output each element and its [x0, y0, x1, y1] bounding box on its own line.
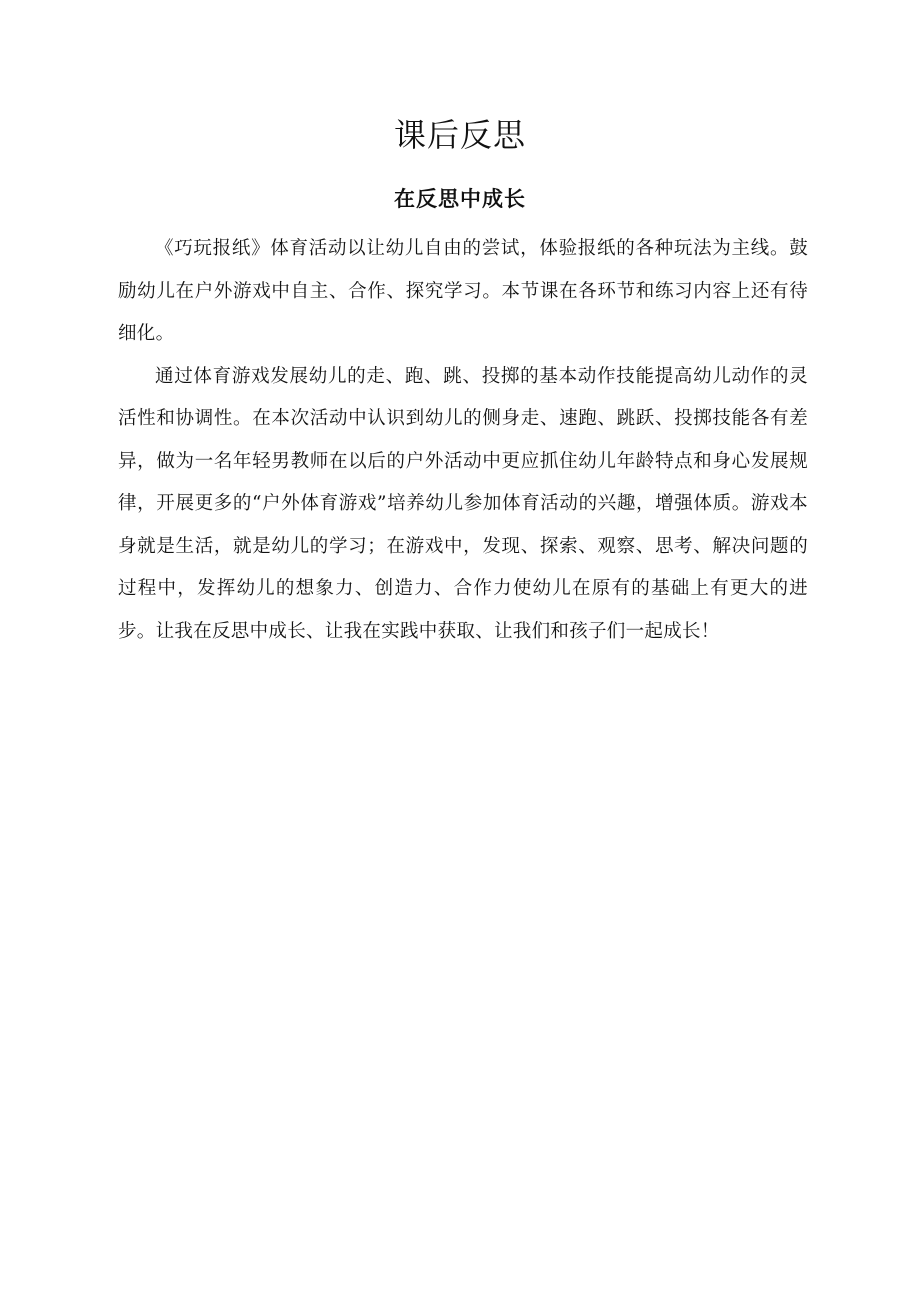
document-subtitle: 在反思中成长	[394, 187, 526, 211]
paragraph-2: 通过体育游戏发展幼儿的走、跑、跳、投掷的基本动作技能提高幼儿动作的灵活性和协调性。在本次活动中认识到幼儿的侧身走、速跑、跳跃、投掷技能各有差异，做为一名年轻男教师在以后的户外活动中更应抓住幼儿年龄特点和身心发展规律，开展更多的“户外体育游戏”培养幼儿参加体育活动的兴趣，增强体质。游戏本身就是生活，就是幼儿的学习；在游戏中，发现、探索、观察、思考、解决问题的过程中，发挥幼儿的想象力、创造力、合作力使幼儿在原有的基础上有更大的进步。让我在反思中成长、让我在实践中获取、让我们和孩子们一起成长！	[118, 365, 808, 642]
document-title: 课后反思	[393, 116, 526, 154]
paragraph-1: 《巧玩报纸》体育活动以让幼儿自由的尝试，体验报纸的各种玩法为主线。鼓励幼儿在户外游戏中自主、合作、探究学习。本节课在各环节和练习内容上还有待细化。	[118, 238, 808, 344]
document-body	[118, 228, 808, 653]
